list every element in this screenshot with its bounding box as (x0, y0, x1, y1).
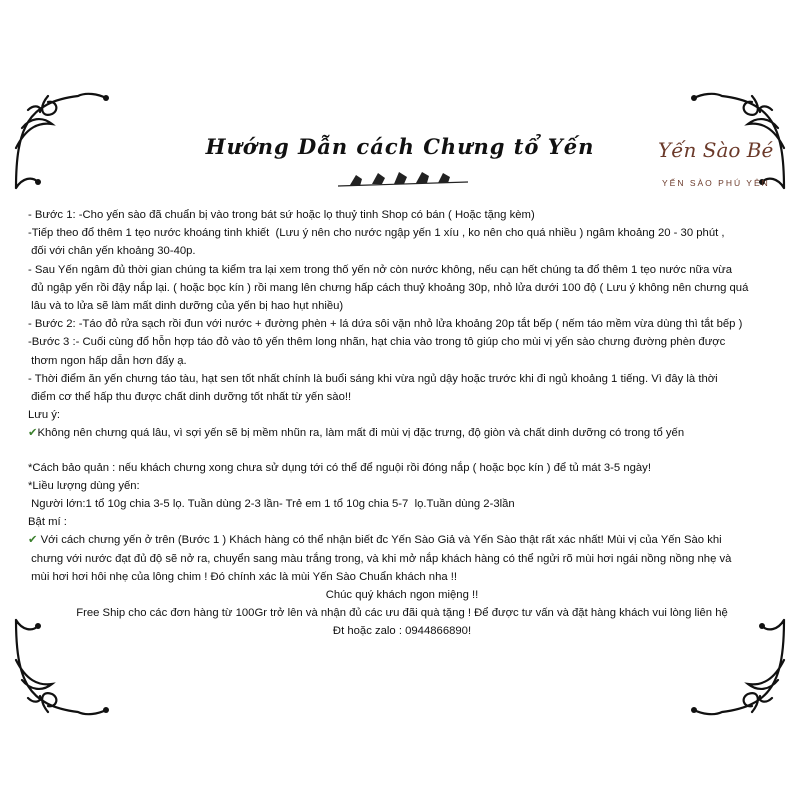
birds-on-wire-icon (338, 164, 468, 196)
storage-line: *Cách bảo quản : nếu khách chưng xong chưa sử dụng tới có thể để nguội rồi đóng nắp ( hoặc bọc kín ) để tủ mát 3-5 ngày! (28, 461, 651, 474)
text-line: - Sau Yến ngâm đủ thời gian chúng ta kiểm tra lại xem trong thố yến nở còn nước không, nếu cạn hết chúng ta đổ thêm 1 tẹo nước nữa vừa (28, 263, 733, 276)
secret-title: Bật mí : (28, 516, 67, 529)
text-line: - Thời điểm ăn yến chưng táo tàu, hạt sen tốt nhất chính là buổi sáng khi vừa ngủ dậy hoặc trước khi đi ngủ khoảng 1 tiếng. Vì đây là thời (28, 372, 718, 385)
page-title: Hướng Dẫn cách Chưng tổ Yến (205, 134, 595, 159)
text-line: - Bước 1: -Cho yến sào đã chuẩn bị vào trong bát sứ hoặc lọ thuỷ tinh Shop có bán ( Hoặc tặng kèm) (28, 209, 535, 221)
brand-logo (640, 128, 790, 198)
logo-subtitle: YẾN SÀO PHÚ YÊN (662, 178, 770, 188)
text-line: -Tiếp theo đổ thêm 1 tẹo nước khoáng tinh khiết (Lưu ý nên cho nước ngập yến 1 xíu , ko nên cho quá nhiều ) ngâm khoảng 20 - 30 phút , (28, 227, 725, 240)
logo-script-text: Yến Sào Bé (658, 138, 774, 162)
closing-contact: Đt hoặc zalo : 0944866890! (332, 625, 472, 638)
secret-text: Với cách chưng yến ở trên (Bước 1 ) Khách hàng có thể nhận biết đc Yến Sào Giả và Yến Sào thật rất xác nhất! Mùi vị của Yến Sào khi (40, 534, 722, 547)
text-line: lâu và to lửa sẽ làm mất dinh dưỡng của yến bị hao hụt nhiều) (28, 300, 344, 313)
closing-freeship: Free Ship cho các đơn hàng từ 100Gr trở lên và nhận đủ các ưu đãi quà tặng ! Để được tư vấn và đặt hàng khách vui lòng liên hệ (76, 607, 728, 620)
dosage-line: Người lớn:1 tổ 10g chia 3-5 lọ. Tuần dùng 2-3 lần- Trẻ em 1 tổ 10g chia 5-7 lọ.Tuần dùng 2-3lần (28, 498, 515, 511)
check-icon: ✔ (28, 427, 38, 440)
text-line: điểm cơ thể hấp thu được chất dinh dưỡng tốt nhất từ yến sào!! (28, 391, 352, 404)
secret-line: chưng với nước đạt đủ độ sẽ nở ra, chuyển sang màu trắng trong, và khi mở nắp khách hàng có thể ngửi rõ mùi hơi ngái nồng nồng nhẹ và (28, 552, 732, 565)
text-line: đủ ngập yến rồi đậy nắp lại. ( hoặc bọc kín ) rồi mang lên chưng hấp cách thuỷ khoảng 30p, nhỏ lửa dưới 100 độ ( Lưu ý không nên chưng quá (28, 281, 749, 294)
note-line (28, 424, 776, 442)
text-line: đối với chân yến khoảng 30-40p. (28, 245, 196, 258)
closing-greeting: Chúc quý khách ngon miệng !! (325, 589, 479, 602)
secret-line (28, 531, 776, 549)
dosage-title: *Liều lượng dùng yến: (28, 479, 140, 492)
check-icon: ✔ (28, 534, 38, 547)
secret-line: mùi hơi hơi hôi nhẹ của lông chim ! Đó chính xác là mùi Yến Sào Chuẩn khách nha !! (28, 570, 458, 583)
note-text: Không nên chưng quá lâu, vì sợi yến sẽ bị mềm nhũn ra, làm mất đi mùi vị đặc trưng, độ giòn và chất dinh dưỡng có trong tổ yến (37, 427, 685, 440)
text-line: Lưu ý: (28, 409, 61, 422)
text-line: - Bước 2: -Táo đỏ rửa sạch rồi đun với nước + đường phèn + lá dứa sôi vặn nhỏ lửa khoảng 20p tắt bếp ( nếm táo mềm vừa dùng thì tắt bếp ) (28, 318, 743, 331)
text-line: -Bước 3 :- Cuối cùng đổ hỗn hợp táo đỏ vào tô yến thêm long nhãn, hạt chia vào trong tô giúp cho mùi vị yến sào chưng đường phèn được (28, 336, 726, 349)
text-line: thơm ngon hấp dẫn hơn đấy ạ. (28, 354, 187, 367)
instructions-body (28, 206, 776, 641)
